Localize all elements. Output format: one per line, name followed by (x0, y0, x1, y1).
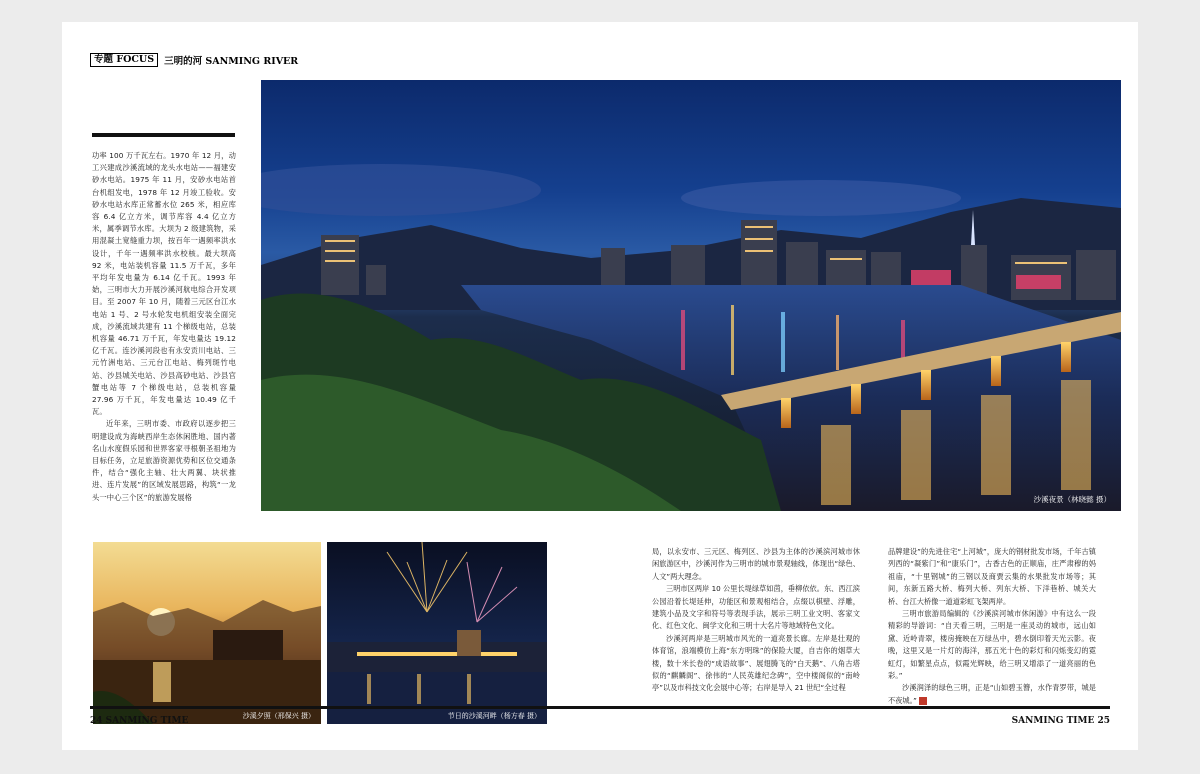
folio-left: 24 SANMING TIME (90, 716, 189, 726)
sunset-photo (93, 542, 321, 724)
left-paragraph: 近年来，三明市委、市政府以逐步把三明建设成为海峡西岸生态休闲胜地、国内著名山水度假乐园和世界客家寻根朝圣祖地为目标任务，立足旅游资源优势和区位交通条件，结合“强化主轴、壮大两翼、块状推进、连片发展”的区域发展思路，构筑“一龙头一中心三个区”的旅游发展格 (92, 419, 236, 502)
sunset-caption: 沙溪夕照（邢保兴 摄） (242, 712, 315, 720)
column-top-rule (92, 133, 235, 137)
body-paragraph: 局，以永安市、三元区、梅列区、沙县为主体的沙溪滨河城市休闲旅游区中，沙溪河作为三明市的城市景观轴线，体现出“绿色、人文”两大理念。 (652, 547, 860, 581)
fireworks-caption: 节日的沙溪河畔（杨方春 摄） (447, 712, 541, 720)
footer-rule (90, 706, 1110, 709)
body-paragraph: 沙溪河两岸是三明城市风光的一道亮景长廊。左岸是壮观的体育馆，浪端模仿上海“东方明珠”的保险大厦，自吉你的烟草大楼，数十米长卷的“成语故事”、展翅腾飞的“白天鹅”、八角古塔似的“麒麟阁”、徐伟的“人民英雄纪念碑”，空中楼阁似的“南岭亭”以及市科技文化会展中心等；右岸是导入 21 世纪“全过程 (652, 633, 860, 693)
hero-night-cityscape (261, 80, 1121, 511)
section-header (90, 52, 298, 68)
section-tag-box (90, 53, 158, 67)
section-title: 三明的河 SANMING RIVER (164, 56, 299, 67)
section-tag-label: FOCUS (116, 54, 155, 65)
end-mark-icon (919, 697, 927, 705)
sunset-river-image (93, 542, 321, 724)
body-paragraph-final (888, 682, 1096, 707)
left-paragraph: 功率 100 万千瓦左右。1970 年 12 月，动工兴建成沙溪流域的龙头水电站——福建安砂水电站。1975 年 11 月，安砂水电站首台机组发电，1978 年 12 月竣工验收。安砂水电站水库正常蓄水位 265 米，相应库容 6.4 亿立方米，调节库容 4.4 亿立方米，属季调节水库。大坝为 2 级建筑物，采用混凝土宽缝重力坝，按百年一遇频率洪水设计，千年一遇频率洪水校核。最大坝高 92 米，电站装机容量 11.5 万千瓦，多年平均年发电量为 6.14 亿千瓦。1993 年始，三明市大力开展沙溪河航电综合开发项目。至 2007 年 10 月，随着三元区台江水电站 1 号、2 号水轮发电机组安装全面完成，沙溪流域共建有 11 个梯级电站，总装机容量 46.71 万千瓦，年发电量达 19.12 亿千瓦。连沙溪河段也有永安贡川电站、三元竹洲电站、三元台江电站、梅列斑竹电站、沙县城关电站、沙县高砂电站、沙县官蟹电站等 7 个梯级电站，总装机容量 27.96 万千瓦，年发电量达 10.49 亿千瓦。 (92, 151, 236, 417)
body-paragraph: 品牌建设”的先进住宅“上河城”，庞大的钢材批发市场，千年古镇列西的“凝紫门”和“康乐门”，古香古色的正顺庙，庄严肃穆的妈祖庙，“十里钢城”的三钢以及商贾云集的水果批发市场等；其间，东新五路大桥、梅列大桥、列东大桥、下洋巷桥、城关大桥、台江大桥像一道道彩虹飞架两岸。 (888, 547, 1096, 606)
section-tag: 专题 (94, 54, 114, 65)
final-text: 沙溪润泽的绿色三明，正是“山如碧玉簪，水作青罗带，城是不夜城。” (888, 683, 1096, 705)
folio-right: SANMING TIME 25 (1011, 716, 1110, 726)
body-paragraph: 三明市旅游局编辑的《沙溪滨河城市休闲游》中有这么一段精彩的导游词：“自天看三明，三明是一座灵动的城市，远山如黛、近岭青翠，楼房掩映在万绿丛中，碧水倒印着天光云影。夜晚，这里又是一片灯的海洋，那五光十色的彩灯和闪烁变幻的霓虹灯，如繁星点点，似霞光辉映，给三明又增添了一道亮丽的色彩。” (888, 609, 1096, 681)
body-column-a (652, 546, 860, 695)
fireworks-image (327, 542, 547, 724)
body-column-b (888, 546, 1096, 707)
fireworks-photo (327, 542, 547, 724)
left-column-text (92, 150, 236, 504)
body-paragraph: 三明市区两岸 10 公里长堤绿草如茵，垂柳依依。东、西江滨公园沿着长堤延伸，功能区和景观相结合，点缀以棋壁、浮雕，建筑小品及文字和符号等表现手法，展示三明工业文明、客家文化、红色文化、闽学文化和三明十大名片等地域特色文化。 (652, 584, 860, 631)
hero-caption: 沙溪夜景（林晓懿 摄） (1033, 495, 1111, 504)
hero-photo (261, 80, 1121, 511)
magazine-spread (62, 22, 1138, 750)
